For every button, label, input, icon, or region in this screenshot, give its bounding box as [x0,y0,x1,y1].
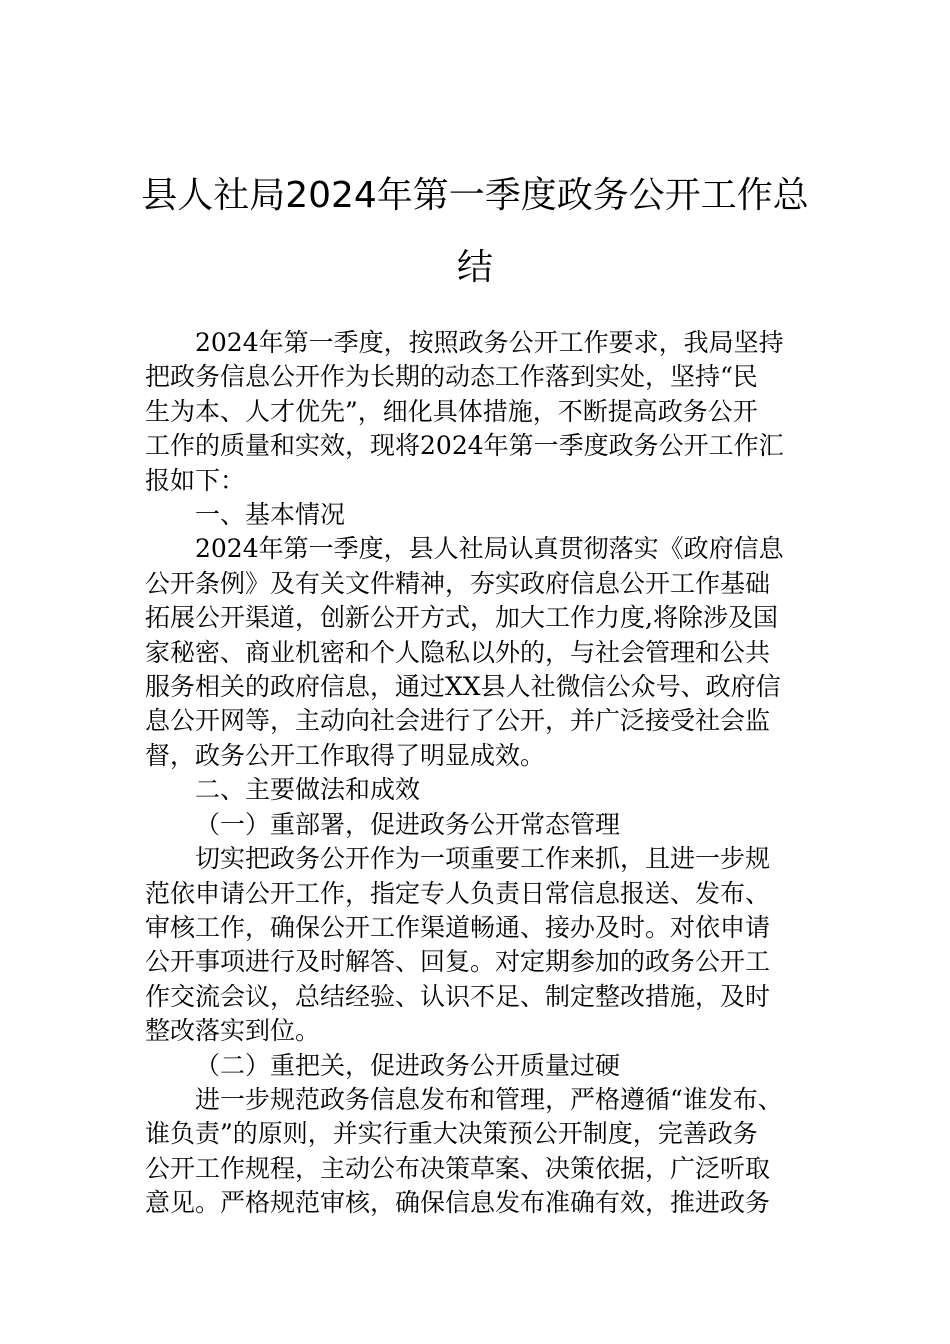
text-line: 2024年第一季度，县人社局认真贯彻落实《政府信息 [195,534,784,564]
text-line: 息公开网等，主动向社会进行了公开，并广泛接受社会监 [145,706,771,736]
document-title [120,160,830,304]
text-line: 二、主要做法和成效 [195,775,421,805]
title-line-1: 县人社局2024年第一季度政务公开工作总 [141,175,809,216]
text-line: 督，政务公开工作取得了明显成效。 [145,740,546,770]
text-line: 报如下： [145,465,246,495]
text-line: 审核工作，确保公开工作渠道畅通、接办及时。对依申请 [145,912,771,942]
body-paragraph [145,842,810,1048]
body-paragraph [145,532,810,773]
section-heading [145,808,810,842]
text-line: 工作的质量和实效，现将2024年第一季度政务公开工作汇 [145,431,784,461]
text-line: 公开事项进行及时解答、回复。对定期参加的政务公开工 [145,947,771,977]
section-heading [145,1049,810,1083]
title-line-2: 结 [456,247,493,288]
text-line: 服务相关的政府信息，通过XX县人社微信公众号、政府信 [145,672,781,702]
text-line: 范依申请公开工作，指定专人负责日常信息报送、发布、 [145,878,771,908]
text-line: 把政务信息公开作为长期的动态工作落到实处，坚持“民 [145,362,758,392]
section-heading [145,773,810,807]
text-line: 公开条例》及有关文件精神，夯实政府信息公开工作基础 [145,568,771,598]
text-line: 家秘密、商业机密和个人隐私以外的，与社会管理和公共 [145,637,771,667]
text-line: 作交流会议，总结经验、认识不足、制定整改措施，及时 [145,981,771,1011]
text-line: 整改落实到位。 [145,1016,321,1046]
body-paragraph [145,1083,810,1221]
text-line: （二）重把关，促进政务公开质量过硬 [195,1050,621,1080]
text-line: 谁负责”的原则，并实行重大决策预公开制度，完善政务 [145,1119,758,1149]
body-paragraph [145,326,810,498]
text-line: 切实把政务公开作为一项重要工作来抓，且进一步规 [195,844,771,874]
text-line: （一）重部署，促进政务公开常态管理 [195,809,621,839]
text-line: 拓展公开渠道，创新公开方式，加大工作力度,将除涉及国 [145,603,778,633]
document-body [145,326,810,1221]
text-line: 生为本、人才优先”，细化具体措施，不断提高政务公开 [145,396,758,426]
text-line: 进一步规范政务信息发布和管理，严格遵循“谁发布、 [195,1084,783,1114]
text-line: 公开工作规程，主动公布决策草案、决策依据，广泛听取 [145,1153,771,1183]
text-line: 一、基本情况 [195,500,346,530]
text-line: 意见。严格规范审核，确保信息发布准确有效，推进政务 [145,1188,771,1218]
text-line: 2024年第一季度，按照政务公开工作要求，我局坚持 [195,328,784,357]
section-heading [145,498,810,532]
